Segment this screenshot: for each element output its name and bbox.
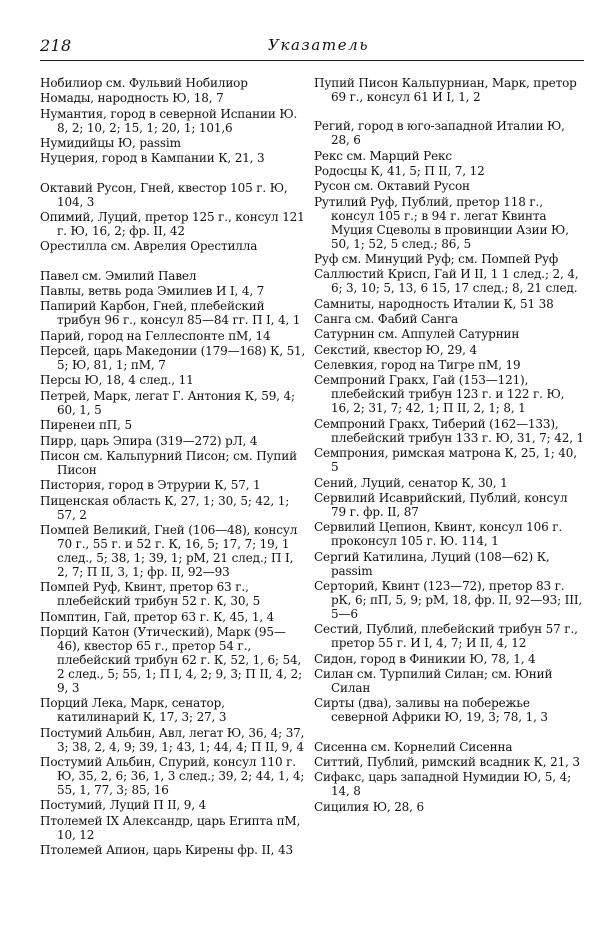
index-entry: Силан см. Турпилий Силан; см. Юний Силан — [314, 666, 553, 695]
index-entry: Саллюстий Крисп, Гай И II, 1 1 след.; 2, 4, 6; 3, 10; 5, 13, 6 15, 17 след.; 8, 21 след. — [314, 267, 579, 296]
index-entry: Нуцерия, город в Кампании К, 21, 3 — [40, 151, 265, 166]
index-entry: Птолемей IX Александр, царь Египта пМ, 10, 12 — [40, 813, 301, 842]
index-entry: Руф см. Минуций Руф; см. Помпей Руф — [314, 252, 559, 267]
index-entry: Петрей, Марк, легат Г. Антония К, 59, 4; 60, 1, 5 — [40, 388, 295, 417]
index-entry: Сифакс, царь западной Нумидии Ю, 5, 4; 14, 8 — [314, 770, 571, 799]
index-entry: Пистория, город в Этрурии К, 57, 1 — [40, 478, 261, 493]
index-entry: Секстий, квестор Ю, 29, 4 — [314, 342, 477, 357]
index-entry: Павел см. Эмилий Павел — [40, 268, 197, 283]
index-entry: Парий, город на Геллеспонте пМ, 14 — [40, 328, 271, 343]
index-entry: Пирр, царь Эпира (319—272) рЛ, 4 — [40, 433, 258, 448]
index-entry: Нобилиор см. Фульвий Нобилиор — [40, 76, 248, 90]
index-entry: Семпроний Гракх, Тиберий (162—133), плебейский трибун 133 г. Ю, 31, 7; 42, 1 — [314, 416, 585, 445]
index-entry: Постумий, Луций П II, 9, 4 — [40, 798, 207, 813]
index-entry: Серторий, Квинт (123—72), претор 83 г. рК, 6; пП, 5, 9; рМ, 18, фр. II, 92—93; III, 5—6 — [314, 578, 583, 621]
index-entry: Сирты (два), заливы на побережье северной Африки Ю, 19, 3; 78, 1, 3 — [314, 696, 548, 725]
page-number: 218 — [40, 36, 72, 55]
header-rule — [40, 60, 584, 61]
section-gap — [40, 255, 308, 269]
index-entry: Номады, народность Ю, 18, 7 — [40, 91, 224, 106]
running-title: Указатель — [268, 36, 370, 54]
index-column-left — [40, 76, 308, 858]
index-entry: Сервилий Цепион, Квинт, консул 106 г. проконсул 105 г. Ю. 114, 1 — [314, 520, 563, 549]
index-entry: Сисенна см. Корнелий Сисенна — [314, 739, 513, 754]
index-entry: Семпроний Гракх, Гай (153—121), плебейский трибун 123 г. и 122 г. Ю, 16, 2; 31, 7; 42, 1; П II, 2, 1; 8, 1 — [314, 373, 565, 416]
index-entry: Порций Катон (Утический), Марк (95—46), квестор 65 г., претор 54 г., плебейский трибун 62 г. К, 52, 1, 6; 54, 2 след., 5; 55, 1; П I, 4, 2; 9, 3; П II, 4, 2; 9, 3 — [40, 624, 303, 695]
index-entry: Орестилла см. Аврелия Орестилла — [40, 239, 258, 254]
index-entry: Пупий Писон Кальпурниан, Марк, претор 69 г., консул 61 И I, 1, 2 — [314, 76, 577, 104]
index-entry: Сатурнин см. Аппулей Сатурнин — [314, 327, 520, 342]
index-entry: Помпей Великий, Гней (106—48), консул 70 г., 55 г. и 52 г. К, 16, 5; 17, 7; 19, 1 след., 5; 38, 1; 39, 1; рМ, 21 след.; П I, 2, 7; П II, 3, 1; фр. II, 92—93 — [40, 522, 298, 579]
index-entry: Порций Лека, Марк, сенатор, катилинарий К, 17, 3; 27, 3 — [40, 696, 227, 725]
index-entry: Сений, Луций, сенатор К, 30, 1 — [314, 475, 508, 490]
index-entry: Нумантия, город в северной Испании Ю. 8, 2; 10, 2; 15, 1; 20, 1; 101,6 — [40, 106, 298, 135]
index-entry: Рутилий Руф, Публий, претор 118 г., консул 105 г.; в 94 г. легат Квинта Муция Сцеволы в провинции Азии Ю, 50, 1; 52, 5 след.; 86, 5 — [314, 194, 569, 251]
index-entry: Сервилий Исаврийский, Публий, консул 79 г. фр. II, 87 — [314, 490, 568, 519]
index-entry: Селевкия, город на Тигре пМ, 19 — [314, 358, 521, 373]
index-entry: Санга см. Фабий Санга — [314, 312, 459, 327]
index-entry: Персы Ю, 18, 4 след., 11 — [40, 373, 194, 388]
index-entry: Птолемей Апион, царь Кирены фр. II, 43 — [40, 842, 293, 857]
section-gap — [314, 726, 584, 740]
index-entry: Сицилия Ю, 28, 6 — [314, 799, 424, 814]
section-gap — [314, 105, 584, 119]
index-entry: Сергий Катилина, Луций (108—62) К, passim — [314, 549, 550, 578]
index-entry: Пиренеи пП, 5 — [40, 418, 132, 433]
index-entry: Русон см. Октавий Русон — [314, 179, 470, 194]
index-column-right — [314, 76, 584, 815]
index-entry: Октавий Русон, Гней, квестор 105 г. Ю, 104, 3 — [40, 180, 288, 209]
index-entry: Рекс см. Марций Рекс — [314, 148, 452, 163]
index-entry: Персей, царь Македонии (179—168) К, 51, 5; Ю, 81, 1; пМ, 7 — [40, 344, 306, 373]
index-entry: Семпрония, римская матрона К, 25, 1; 40, 5 — [314, 446, 577, 475]
index-entry: Родосцы К, 41, 5; П II, 7, 12 — [314, 164, 485, 179]
index-entry: Постумий Альбин, Авл, легат Ю, 36, 4; 37, 3; 38, 2, 4, 9; 39, 1; 43, 1; 44, 4; П II, 9, 4 — [40, 725, 305, 754]
index-entry: Помпей Руф, Квинт, претор 63 г., плебейский трибун 52 г. К, 30, 5 — [40, 580, 261, 609]
index-entry: Постумий Альбин, Спурий, консул 110 г. Ю, 35, 2, 6; 36, 1, 3 след.; 39, 2; 44, 1, 4; 55, 1, 77, 3; 85, 16 — [40, 754, 305, 797]
section-gap — [40, 167, 308, 181]
index-entry: Папирий Карбон, Гней, плебейский трибун 96 г., консул 85—84 гг. П I, 4, 1 — [40, 299, 301, 328]
index-entry: Ситтий, Публий, римский всадник К, 21, 3 — [314, 754, 580, 769]
index-entry: Павлы, ветвь рода Эмилиев И I, 4, 7 — [40, 284, 265, 299]
index-entry: Опимий, Луций, претор 125 г., консул 121 г. Ю, 16, 2; фр. II, 42 — [40, 210, 305, 239]
index-entry: Сестий, Публий, плебейский трибун 57 г., претор 55 г. И I, 4, 7; И II, 4, 12 — [314, 622, 578, 651]
index-entry: Регий, город в юго-западной Италии Ю, 28, 6 — [314, 119, 565, 148]
index-entry: Помптин, Гай, претор 63 г. К, 45, 1, 4 — [40, 609, 275, 624]
index-entry: Пиценская область К, 27, 1; 30, 5; 42, 1; 57, 2 — [40, 493, 290, 522]
index-entry: Нумидийцы Ю, passim — [40, 136, 181, 151]
index-entry: Самниты, народность Италии К, 51 38 — [314, 296, 554, 311]
index-entry: Сидон, город в Финикии Ю, 78, 1, 4 — [314, 651, 536, 666]
index-entry: Писон см. Кальпурний Писон; см. Пупий Писон — [40, 448, 297, 477]
